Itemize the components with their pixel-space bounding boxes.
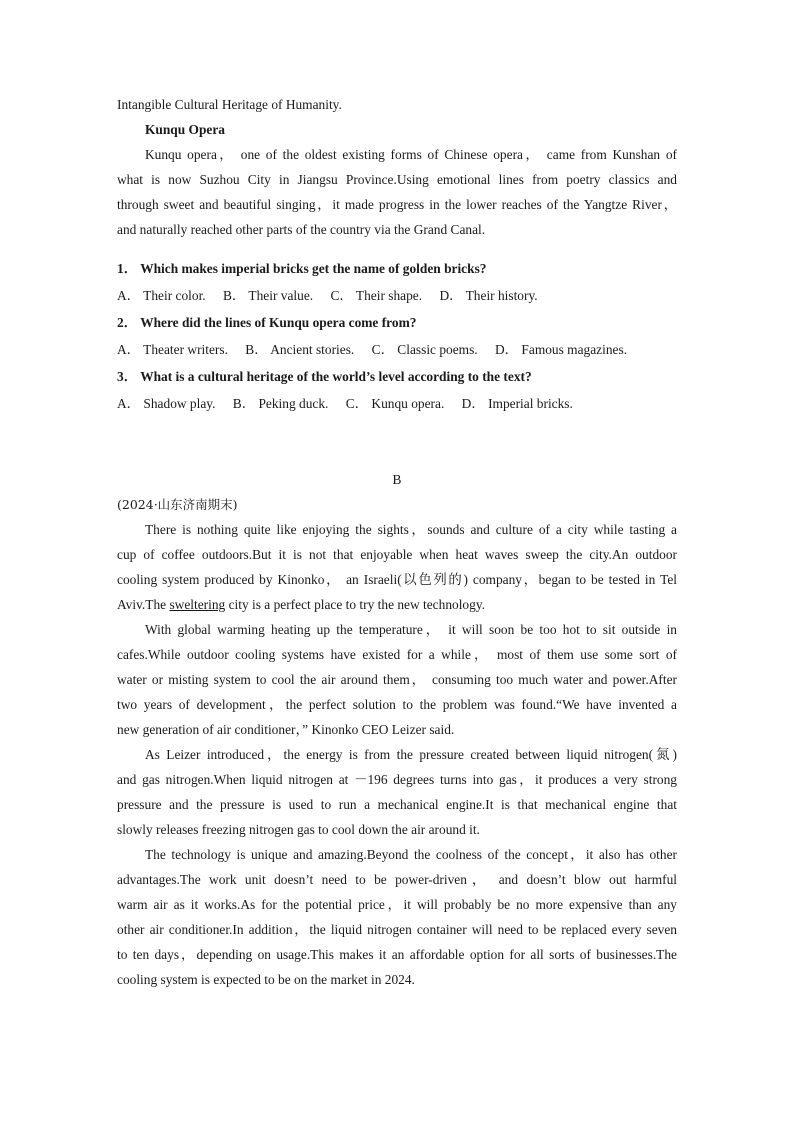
underlined-word: sweltering [169,597,226,613]
option-c[interactable]: C． Kunqu opera. [345,396,445,412]
text-line [117,592,677,617]
text-line: two years of development，the perfect solution to the problem was found.“We have invented a [117,697,677,713]
kunqu-title: Kunqu Opera [145,122,225,137]
text-line: The technology is unique and amazing.Beyond the coolness of the concept，it also has other [145,847,677,863]
option-a[interactable]: A． Theater writers. [117,342,228,358]
option-a[interactable]: A． Shadow play. [117,396,216,412]
text-line: pressure and the pressure is used to run a mechanical engine.It is that mechanical engine that [117,797,677,813]
text-line: what is now Suzhou City in Jiangsu Province.Using emotional lines from poetry classics and [117,172,677,187]
option-row [117,336,677,363]
option-b[interactable]: B． Their value. [223,288,314,304]
text-line: cafes.While outdoor cooling systems have existed for a while， most of them use some sort of [117,647,677,663]
option-c[interactable]: C． Their shape. [330,288,423,304]
text-line: advantages.The work unit doesn’t need to be power-driven， and doesn’t blow out harmful [117,872,677,888]
question-stem: 2． Where did the lines of Kunqu opera come from? [117,315,417,331]
option-d[interactable]: D． Their history. [439,288,538,304]
paragraph-3 [117,742,677,842]
text-segment: Aviv.The [117,597,170,613]
option-b[interactable]: B． Peking duck. [232,396,329,412]
text-line: Kunqu opera， one of the oldest existing forms of Chinese opera， came from Kunshan of [145,147,677,162]
text-line: and gas nitrogen.When liquid nitrogen at －196 degrees turns into gas，it produces a very strong [117,772,677,788]
option-d[interactable]: D． Famous magazines. [495,342,628,358]
option-b[interactable]: B． Ancient stories. [245,342,355,358]
text-line: other air conditioner.In addition，the liquid nitrogen container will need to be replaced every seven [117,922,677,938]
question-stem: 3． What is a cultural heritage of the world’s level according to the text? [117,369,532,385]
text-line: slowly releases freezing nitrogen gas to cool down the air around it. [117,822,480,838]
option-c[interactable]: C． Classic poems. [371,342,478,358]
paragraph-1 [117,517,677,617]
text-line: As Leizer introduced，the energy is from the pressure created between liquid nitrogen(氮) [145,747,677,763]
question-stem: 1． Which makes imperial bricks get the name of golden bricks? [117,261,487,277]
question-1 [117,255,677,309]
text-line: new generation of air conditioner，” Kinonko CEO Leizer said. [117,722,455,738]
text-line: and naturally reached other parts of the country via the Grand Canal. [117,222,486,237]
text-line: warm air as it works.As for the potential price，it will probably be no more expensive than any [117,897,677,913]
passage-a-tail: Intangible Cultural Heritage of Humanity. [117,97,342,112]
question-3 [117,363,677,417]
option-a[interactable]: A． Their color. [117,288,206,304]
option-row [117,282,677,309]
text-line: cooling system produced by Kinonko， an Israeli(以色列的) company，began to be tested in Tel [117,572,677,588]
text-line: through sweet and beautiful singing，it made progress in the lower reaches of the Yangtze River， [117,197,677,212]
paragraph-4 [117,842,677,992]
option-d[interactable]: D． Imperial bricks. [461,396,573,412]
paragraph-2 [117,617,677,742]
text-line: water or misting system to cool the air around them， consuming too much water and power.After [117,672,677,688]
source-note: (2024·山东济南期末) [117,497,238,513]
text-segment: city is a perfect place to try the new technology. [225,597,485,613]
text-line: There is nothing quite like enjoying the sights，sounds and culture of a city while tasting a [145,522,677,538]
text-line: With global warming heating up the temperature， it will soon be too hot to sit outside in [145,622,677,638]
text-line: cup of coffee outdoors.But it is not that enjoyable when heat waves sweep the city.An outdoor [117,547,677,563]
text-line: cooling system is expected to be on the market in 2024. [117,972,415,988]
section-b-heading: B [392,472,402,488]
text-line: to ten days，depending on usage.This makes it an affordable option for all sorts of businesses.The [117,947,677,963]
document-page [117,92,677,992]
question-2 [117,309,677,363]
option-row [117,390,677,417]
